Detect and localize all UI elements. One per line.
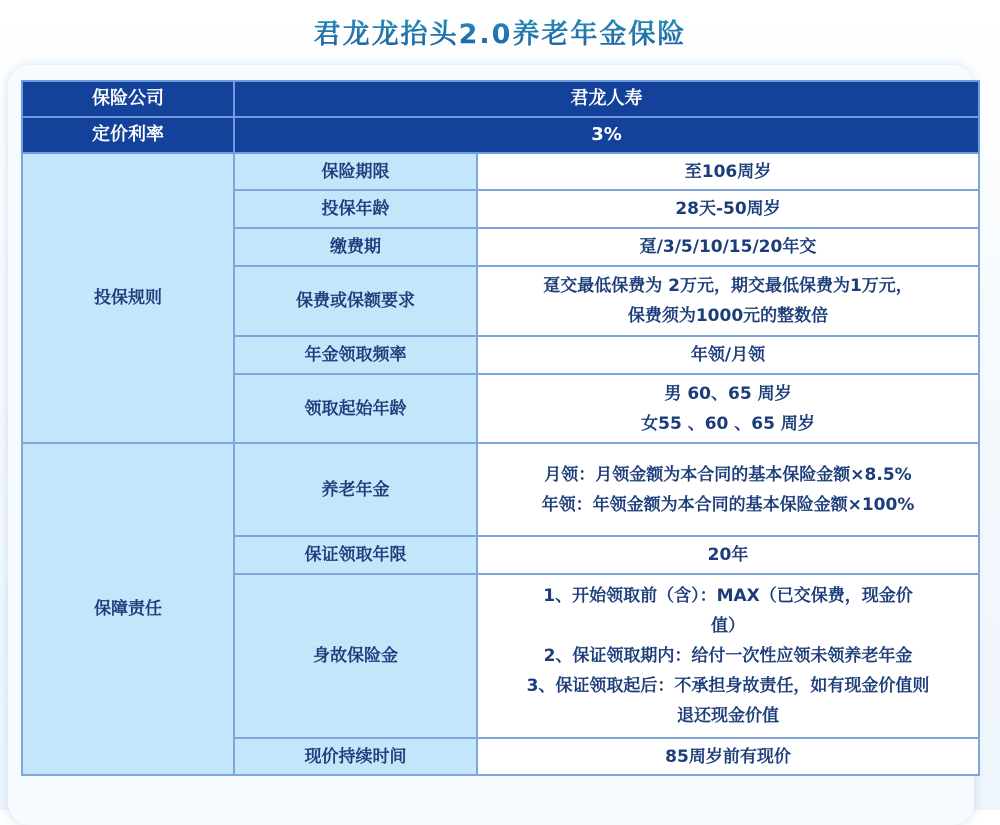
- row-value: 1、开始领取前（含）：MAX（已交保费，现金价 值） 2、保证领取期内：给付一次性应领未领养老年金 3、保证领取起后：不承担身故责任，如有现金价值则 退还现金价值: [477, 574, 979, 738]
- row-pricing-rate: [22, 117, 979, 153]
- table-row: [22, 443, 979, 536]
- row-label: 养老年金: [234, 443, 477, 536]
- section-label-rules: 投保规则: [22, 153, 234, 443]
- row-label: 投保年龄: [234, 190, 477, 228]
- row-value: 20年: [477, 536, 979, 574]
- row-label: 缴费期: [234, 228, 477, 266]
- row-value: 男 60、65 周岁 女55 、60 、65 周岁: [477, 374, 979, 443]
- row-label: 保证领取年限: [234, 536, 477, 574]
- row-value: 85周岁前有现价: [477, 738, 979, 775]
- row-label: 现价持续时间: [234, 738, 477, 775]
- row-value: 28天-50周岁: [477, 190, 979, 228]
- pricing-rate-value: 3%: [234, 117, 979, 153]
- row-label: 保费或保额要求: [234, 266, 477, 336]
- row-insurer: [22, 81, 979, 117]
- page-title: 君龙龙抬头2.0养老年金保险: [0, 12, 1000, 51]
- row-label: 领取起始年龄: [234, 374, 477, 443]
- table-row: [22, 153, 979, 190]
- row-value: 月领：月领金额为本合同的基本保险金额×8.5% 年领：年领金额为本合同的基本保险金额×100%: [477, 443, 979, 536]
- section-label-coverage: 保障责任: [22, 443, 234, 775]
- row-label: 年金领取频率: [234, 336, 477, 374]
- insurance-spec-table: [21, 80, 980, 776]
- row-label: 保险期限: [234, 153, 477, 190]
- row-label: 身故保险金: [234, 574, 477, 738]
- insurer-value: 君龙人寿: [234, 81, 979, 117]
- insurer-label: 保险公司: [22, 81, 234, 117]
- row-value: 至106周岁: [477, 153, 979, 190]
- row-value: 年领/月领: [477, 336, 979, 374]
- pricing-rate-label: 定价利率: [22, 117, 234, 153]
- row-value: 趸交最低保费为 2万元，期交最低保费为1万元， 保费须为1000元的整数倍: [477, 266, 979, 336]
- row-value: 趸/3/5/10/15/20年交: [477, 228, 979, 266]
